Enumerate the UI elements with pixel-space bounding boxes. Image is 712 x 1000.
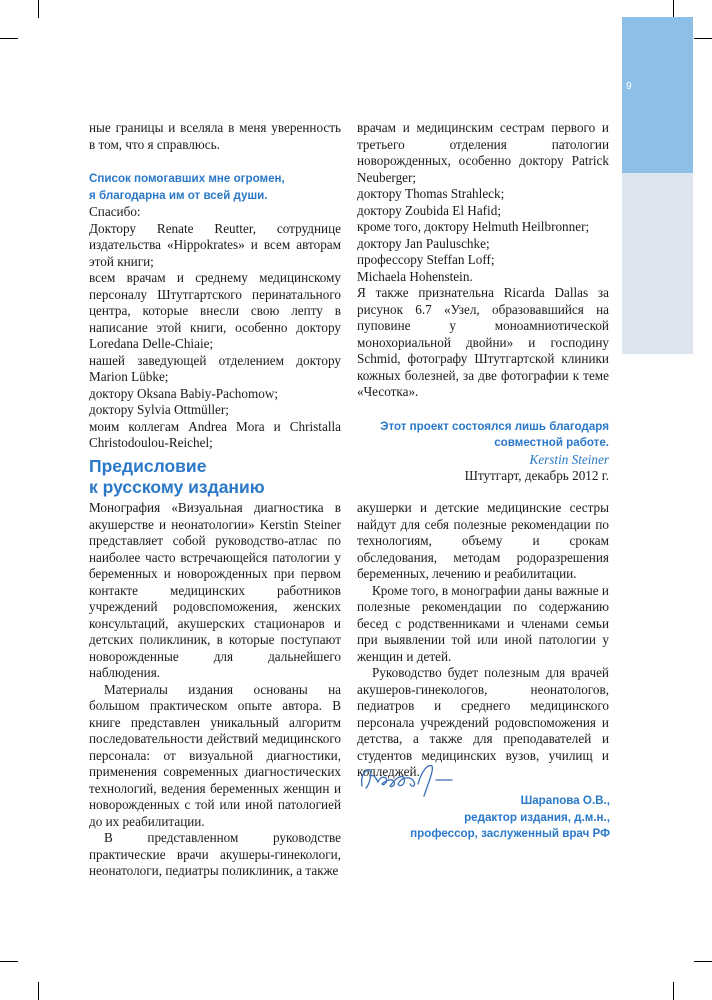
thanks-line: доктору Sylvia Ottmüller; [89, 402, 229, 417]
signer-role: редактор издания, д.м.н., [464, 810, 610, 824]
upper-left-column [89, 120, 341, 452]
thanks-line: Спасибо: [89, 204, 141, 219]
signer-title: профессор, заслуженный врач РФ [410, 827, 610, 840]
crop-mark [38, 0, 39, 18]
preface-paragraph: Кроме того, в монографии даны важные и полезные рекомендации по содержанию бесед с родственниками и членами семьи при выявлении той или иной патологии у женщин и детей. [357, 582, 609, 664]
thanks-line: доктору Thomas Strahleck; [357, 186, 505, 201]
thanks-line: доктору Jan Pauluschke; [357, 235, 490, 251]
thanks-heading-line-2: я благодарна им от всей души. [89, 188, 268, 202]
thanks-line: кроме того, доктору Helmuth Heilbronner; [357, 219, 590, 234]
thanks-line: всем врачам и среднему медицинскому персоналу Штутгартского перинатального центра, которые внесли свою лепту в написание этой книги, особенно доктору Loredana Delle-Chiaie; [89, 270, 341, 351]
preface-paragraph: Руководство будет полезным для врачей акушеров-гинекологов, неонатологов, педиатров и среднего медицинского персонала учреждений родовспоможения и детства, а также для преподавателей и студентов медицинских вузов, училищ и колледжей. [357, 665, 609, 779]
thanks-line: доктору Oksana Babiy-Pachomow; [89, 385, 279, 401]
signer-block [410, 793, 610, 843]
thanks-line: Я также признательна Ricarda Dallas за рисунок 6.7 «Узел, образовавшийся на пуповине у моноамниотической монохориальной двойни» и господину Schmid, фотографу Штутгартской клиники кожных болезней, за две фотографии к теме «Чесотка». [357, 285, 609, 399]
thanks-line: Michaela Hohenstein. [357, 268, 473, 284]
thanks-line: Доктору Renate Reutter, сотруднице издательства «Hippokrates» и всем авторам этой книги; [89, 220, 341, 269]
thanks-line: моим коллегам Andrea Mora и Christalla Christodoulou-Reichel; [89, 418, 341, 450]
thanks-line: нашей заведующей отделением доктору Marion Lübke; [89, 352, 341, 384]
crop-mark [694, 38, 712, 39]
preface-title-line-2: к русскому изданию [89, 477, 265, 497]
crop-mark [38, 982, 39, 1000]
page-tab-top [622, 17, 693, 173]
crop-mark [0, 961, 18, 962]
preface-left-column [89, 500, 341, 880]
crop-mark [694, 961, 712, 962]
preface-title [89, 456, 265, 498]
intro-text: ные границы и вселяла в меня уверенность в том, что я справлюсь. [89, 120, 341, 152]
preface-paragraph: акушерки и детские медицинские сестры найдут для себя полезные рекомендации по технологиям, объему и срокам обследования, методам родоразрешения беременных, лечению и реабилитации. [357, 500, 609, 581]
upper-right-column [357, 120, 609, 485]
preface-paragraph: Монография «Визуальная диагностика в акушерстве и неонатологии» Kerstin Steiner представляет собой руководство-атлас по наиболее часто встречающейся патологии у беременных и новорожденных при первом контакте медицинских работников учреждений родовспоможения, женских консультаций, акушерских стационаров и детских поликлиник, в которые поступают новорожденные для дальнейшего наблюдения. [89, 500, 341, 680]
preface-right-column [357, 500, 609, 781]
closing-line-2: совместной работе. [494, 436, 609, 449]
thanks-line: профессору Steffan Loff; [357, 252, 495, 267]
crop-mark [673, 982, 674, 1000]
thanks-line: врачам и медицинским сестрам первого и третьего отделения патологии новорожденных, особенно доктору Patrick Neuberger; [357, 120, 609, 185]
page-number: 9 [626, 81, 632, 92]
signer-name: Шарапова О.В., [520, 794, 610, 807]
preface-title-line-1: Предисловие [89, 456, 207, 476]
preface-paragraph: Материалы издания основаны на большом практическом опыте автора. В книге представлен уникальный алгоритм последовательности действий медицинского персонала: от визуальной диагностики, применения современных диагностических технологий, ведения беременных женщин и новорожденных с той или иной патологией до их реабилитации. [89, 681, 341, 829]
author-name: Kerstin Steiner [529, 451, 609, 467]
preface-paragraph: В представленном руководстве практические врачи акушеры-гинекологи, неонатологи, педиатры поликлиник, а также [89, 830, 341, 878]
page-tab-bottom [622, 173, 693, 354]
closing-line-1: Этот проект состоялся лишь благодаря [380, 419, 609, 433]
thanks-line: доктору Zoubida El Hafid; [357, 202, 501, 218]
thanks-heading-line-1: Список помогавших мне огромен, [89, 172, 285, 185]
place-date: Штутгарт, декабрь 2012 г. [464, 468, 609, 483]
crop-mark [673, 0, 674, 18]
crop-mark [0, 38, 18, 39]
